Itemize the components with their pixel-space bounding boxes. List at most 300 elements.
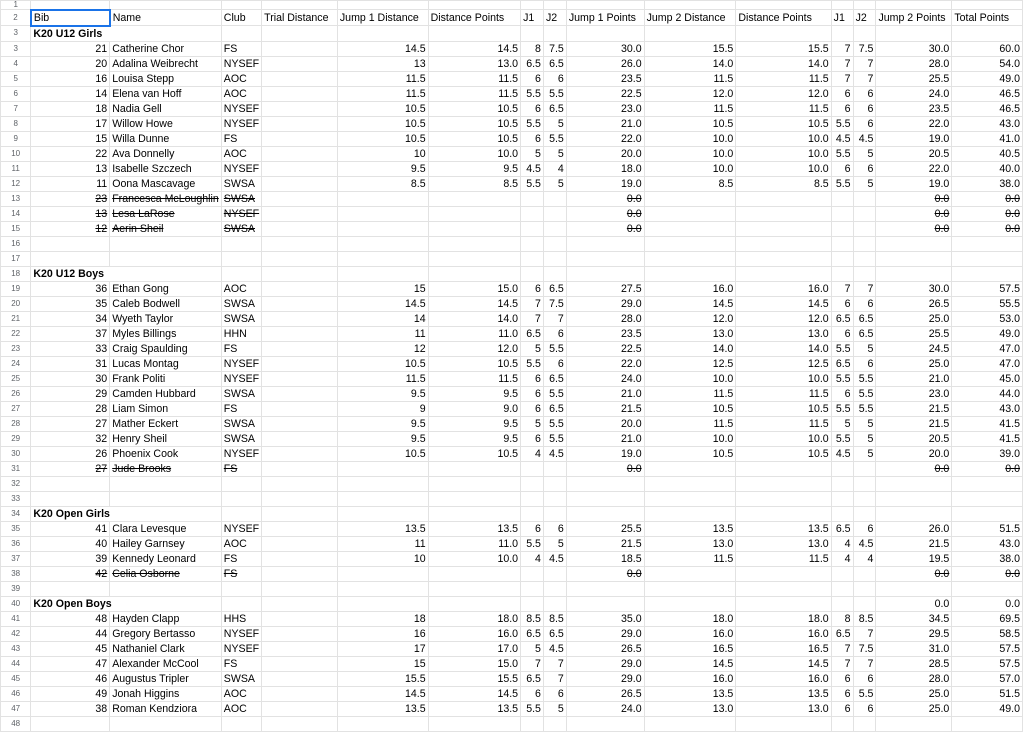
table-cell[interactable]: 13.5 — [736, 521, 831, 536]
table-cell[interactable]: 6.5 — [831, 356, 853, 371]
table-cell[interactable] — [262, 431, 338, 446]
table-cell[interactable]: 0.0 — [566, 206, 644, 221]
table-cell[interactable]: 28.0 — [876, 671, 952, 686]
table-cell[interactable] — [831, 596, 853, 611]
table-cell[interactable]: 6.5 — [543, 401, 566, 416]
table-cell[interactable] — [644, 26, 736, 42]
table-cell[interactable]: Craig Spaulding — [110, 341, 222, 356]
table-cell[interactable] — [521, 596, 544, 611]
table-cell[interactable]: 13.0 — [428, 56, 520, 71]
table-cell[interactable]: 27 — [31, 416, 110, 431]
table-cell[interactable]: NYSEF — [221, 521, 261, 536]
table-cell[interactable]: 8 — [521, 41, 544, 56]
table-cell[interactable]: 14.0 — [644, 56, 736, 71]
table-cell[interactable]: AOC — [221, 701, 261, 716]
table-cell[interactable]: 10.0 — [736, 161, 831, 176]
table-cell[interactable]: 24.0 — [566, 701, 644, 716]
table-cell[interactable]: 6.5 — [543, 626, 566, 641]
table-cell[interactable] — [543, 506, 566, 521]
table-cell[interactable] — [337, 206, 428, 221]
table-cell[interactable]: 26.5 — [876, 296, 952, 311]
table-cell[interactable]: 8 — [831, 611, 853, 626]
table-cell[interactable]: Mather Eckert — [110, 416, 222, 431]
table-cell[interactable]: 5.5 — [543, 416, 566, 431]
table-cell[interactable]: 8.5 — [428, 176, 520, 191]
table-cell[interactable] — [262, 416, 338, 431]
table-cell[interactable]: 25.0 — [876, 311, 952, 326]
table-cell[interactable] — [262, 461, 338, 476]
table-cell[interactable]: 21.0 — [876, 371, 952, 386]
row-number[interactable]: 39 — [1, 581, 31, 596]
table-cell[interactable]: Catherine Chor — [110, 41, 222, 56]
table-cell[interactable]: 29.5 — [876, 626, 952, 641]
table-cell[interactable] — [262, 626, 338, 641]
row-number[interactable]: 31 — [1, 461, 31, 476]
table-cell[interactable]: 22.5 — [566, 86, 644, 101]
table-cell[interactable]: 51.5 — [952, 686, 1023, 701]
column-header[interactable]: Bib — [31, 10, 110, 26]
table-cell[interactable]: 5 — [521, 641, 544, 656]
table-cell[interactable] — [31, 236, 110, 251]
table-cell[interactable]: 6 — [543, 71, 566, 86]
table-cell[interactable] — [428, 1, 520, 10]
table-cell[interactable]: 0.0 — [876, 566, 952, 581]
table-cell[interactable]: 10.5 — [644, 401, 736, 416]
table-cell[interactable]: 25.5 — [876, 326, 952, 341]
table-cell[interactable]: 14.5 — [644, 656, 736, 671]
table-cell[interactable]: 30.0 — [876, 281, 952, 296]
table-cell[interactable]: AOC — [221, 86, 261, 101]
table-cell[interactable] — [262, 251, 338, 266]
table-cell[interactable]: 51.5 — [952, 521, 1023, 536]
table-cell[interactable] — [521, 506, 544, 521]
table-cell[interactable]: 12.0 — [644, 311, 736, 326]
table-cell[interactable]: 5.5 — [831, 176, 853, 191]
row-number[interactable]: 2 — [1, 10, 31, 26]
table-cell[interactable]: 12.5 — [736, 356, 831, 371]
table-cell[interactable]: 14.5 — [736, 656, 831, 671]
table-cell[interactable]: 8.5 — [644, 176, 736, 191]
table-cell[interactable] — [262, 311, 338, 326]
table-cell[interactable]: Augustus Tripler — [110, 671, 222, 686]
table-cell[interactable]: 15.5 — [644, 41, 736, 56]
table-cell[interactable]: 11.5 — [337, 86, 428, 101]
table-cell[interactable] — [428, 581, 520, 596]
table-cell[interactable] — [853, 1, 876, 10]
table-cell[interactable] — [566, 236, 644, 251]
table-cell[interactable]: 57.5 — [952, 281, 1023, 296]
table-cell[interactable] — [831, 221, 853, 236]
table-cell[interactable]: 5.5 — [543, 386, 566, 401]
table-cell[interactable] — [337, 251, 428, 266]
table-cell[interactable] — [262, 506, 338, 521]
table-cell[interactable]: 8.5 — [853, 611, 876, 626]
table-cell[interactable] — [337, 191, 428, 206]
table-cell[interactable] — [521, 566, 544, 581]
table-cell[interactable]: Elena van Hoff — [110, 86, 222, 101]
table-cell[interactable]: 11.5 — [428, 371, 520, 386]
row-number[interactable]: 14 — [1, 206, 31, 221]
table-cell[interactable]: 6 — [521, 431, 544, 446]
table-cell[interactable]: 6 — [543, 356, 566, 371]
table-cell[interactable]: 13.0 — [644, 326, 736, 341]
table-cell[interactable]: 13.5 — [337, 521, 428, 536]
table-cell[interactable]: Henry Sheil — [110, 431, 222, 446]
table-cell[interactable] — [262, 341, 338, 356]
table-cell[interactable]: 20.0 — [566, 416, 644, 431]
table-cell[interactable]: 21.5 — [566, 401, 644, 416]
table-cell[interactable]: 10.0 — [644, 431, 736, 446]
table-cell[interactable]: Willow Howe — [110, 116, 222, 131]
table-cell[interactable]: 0.0 — [952, 461, 1023, 476]
table-cell[interactable] — [262, 101, 338, 116]
table-cell[interactable]: NYSEF — [221, 641, 261, 656]
table-cell[interactable] — [428, 236, 520, 251]
table-cell[interactable]: 16.0 — [644, 281, 736, 296]
table-cell[interactable]: 33 — [31, 341, 110, 356]
table-cell[interactable]: Caleb Bodwell — [110, 296, 222, 311]
table-cell[interactable]: 19.0 — [566, 446, 644, 461]
table-cell[interactable]: 23.5 — [566, 326, 644, 341]
table-cell[interactable]: 5.5 — [521, 536, 544, 551]
table-cell[interactable]: 7 — [853, 626, 876, 641]
table-cell[interactable]: 6 — [853, 356, 876, 371]
table-cell[interactable] — [736, 491, 831, 506]
table-cell[interactable]: 6 — [521, 386, 544, 401]
row-number[interactable]: 13 — [1, 191, 31, 206]
row-number[interactable]: 38 — [1, 566, 31, 581]
table-cell[interactable]: Kennedy Leonard — [110, 551, 222, 566]
table-cell[interactable] — [566, 476, 644, 491]
table-cell[interactable]: 5.5 — [543, 341, 566, 356]
table-cell[interactable] — [853, 716, 876, 731]
table-cell[interactable]: 13.0 — [736, 536, 831, 551]
table-cell[interactable] — [644, 266, 736, 281]
row-number[interactable]: 15 — [1, 221, 31, 236]
table-cell[interactable]: 28.0 — [566, 311, 644, 326]
table-cell[interactable]: 11.5 — [337, 371, 428, 386]
table-cell[interactable]: 7.5 — [543, 296, 566, 311]
table-cell[interactable]: NYSEF — [221, 626, 261, 641]
row-number[interactable]: 34 — [1, 506, 31, 521]
table-cell[interactable] — [262, 401, 338, 416]
table-cell[interactable]: 13.0 — [736, 326, 831, 341]
table-cell[interactable]: 42 — [31, 566, 110, 581]
table-cell[interactable] — [262, 146, 338, 161]
table-cell[interactable]: 11.5 — [428, 71, 520, 86]
table-cell[interactable]: 57.0 — [952, 671, 1023, 686]
table-cell[interactable]: FS — [221, 656, 261, 671]
table-cell[interactable]: Ethan Gong — [110, 281, 222, 296]
table-cell[interactable]: Hailey Garnsey — [110, 536, 222, 551]
table-cell[interactable]: 6 — [853, 116, 876, 131]
table-cell[interactable]: 5.5 — [521, 356, 544, 371]
table-cell[interactable]: Louisa Stepp — [110, 71, 222, 86]
table-cell[interactable] — [853, 206, 876, 221]
table-cell[interactable] — [853, 581, 876, 596]
table-cell[interactable] — [521, 461, 544, 476]
table-cell[interactable] — [876, 491, 952, 506]
table-cell[interactable]: 4.5 — [521, 161, 544, 176]
table-cell[interactable] — [853, 461, 876, 476]
table-cell[interactable]: 46.5 — [952, 101, 1023, 116]
table-cell[interactable]: 10.0 — [736, 431, 831, 446]
table-cell[interactable]: SWSA — [221, 176, 261, 191]
table-cell[interactable] — [831, 566, 853, 581]
table-cell[interactable] — [521, 26, 544, 42]
table-cell[interactable] — [543, 476, 566, 491]
table-cell[interactable]: 14.5 — [644, 296, 736, 311]
table-cell[interactable]: 16.0 — [644, 671, 736, 686]
table-cell[interactable]: 26.0 — [876, 521, 952, 536]
table-cell[interactable]: 6 — [521, 401, 544, 416]
table-cell[interactable]: 4 — [853, 551, 876, 566]
table-cell[interactable] — [337, 221, 428, 236]
table-cell[interactable]: Willa Dunne — [110, 131, 222, 146]
row-number[interactable]: 8 — [1, 116, 31, 131]
table-cell[interactable]: 6.5 — [831, 311, 853, 326]
table-cell[interactable]: 5.5 — [853, 386, 876, 401]
table-cell[interactable]: 17.0 — [428, 641, 520, 656]
table-cell[interactable] — [337, 716, 428, 731]
table-cell[interactable]: NYSEF — [221, 356, 261, 371]
table-cell[interactable]: 41.0 — [952, 131, 1023, 146]
table-cell[interactable]: Nadia Gell — [110, 101, 222, 116]
table-cell[interactable]: 21 — [31, 41, 110, 56]
table-cell[interactable]: 4.5 — [853, 536, 876, 551]
row-number[interactable]: 12 — [1, 176, 31, 191]
table-cell[interactable]: SWSA — [221, 671, 261, 686]
table-cell[interactable] — [736, 221, 831, 236]
table-cell[interactable]: 19.0 — [876, 131, 952, 146]
table-cell[interactable]: 5.5 — [521, 86, 544, 101]
table-cell[interactable] — [543, 566, 566, 581]
table-cell[interactable]: 21.5 — [876, 536, 952, 551]
table-cell[interactable]: 12.0 — [736, 311, 831, 326]
table-cell[interactable] — [543, 581, 566, 596]
table-cell[interactable] — [262, 131, 338, 146]
table-cell[interactable]: 17 — [337, 641, 428, 656]
table-cell[interactable]: 14.5 — [736, 296, 831, 311]
table-cell[interactable]: 0.0 — [566, 566, 644, 581]
table-cell[interactable]: 19.0 — [566, 176, 644, 191]
table-cell[interactable] — [110, 251, 222, 266]
table-cell[interactable] — [644, 566, 736, 581]
table-cell[interactable] — [566, 1, 644, 10]
table-cell[interactable]: 6.5 — [831, 521, 853, 536]
table-cell[interactable]: 9.0 — [428, 401, 520, 416]
table-cell[interactable]: 11.0 — [428, 536, 520, 551]
table-cell[interactable] — [736, 251, 831, 266]
table-cell[interactable] — [853, 476, 876, 491]
table-cell[interactable] — [876, 716, 952, 731]
row-number[interactable]: 46 — [1, 686, 31, 701]
table-cell[interactable] — [428, 476, 520, 491]
table-cell[interactable]: 15.0 — [428, 656, 520, 671]
table-cell[interactable]: 6 — [853, 161, 876, 176]
table-cell[interactable]: 10.5 — [736, 446, 831, 461]
table-cell[interactable]: 5 — [853, 446, 876, 461]
table-cell[interactable]: 8.5 — [543, 611, 566, 626]
table-cell[interactable]: 6 — [831, 161, 853, 176]
table-cell[interactable]: 49.0 — [952, 71, 1023, 86]
table-cell[interactable]: 12.0 — [644, 86, 736, 101]
table-cell[interactable] — [221, 596, 261, 611]
row-number[interactable]: 44 — [1, 656, 31, 671]
table-cell[interactable] — [221, 266, 261, 281]
table-cell[interactable]: 41.5 — [952, 431, 1023, 446]
table-cell[interactable]: 11.5 — [736, 71, 831, 86]
table-cell[interactable]: 48 — [31, 611, 110, 626]
table-cell[interactable]: 44.0 — [952, 386, 1023, 401]
table-cell[interactable]: 44 — [31, 626, 110, 641]
section-title[interactable]: K20 U12 Boys — [31, 266, 221, 281]
table-cell[interactable]: 8.5 — [521, 611, 544, 626]
table-cell[interactable]: 47.0 — [952, 341, 1023, 356]
table-cell[interactable] — [831, 1, 853, 10]
table-cell[interactable]: 7 — [831, 281, 853, 296]
table-cell[interactable] — [428, 491, 520, 506]
table-cell[interactable]: 0.0 — [952, 221, 1023, 236]
row-number[interactable]: 32 — [1, 476, 31, 491]
table-cell[interactable]: 11 — [31, 176, 110, 191]
table-cell[interactable]: 5.5 — [831, 116, 853, 131]
table-cell[interactable]: 22.5 — [566, 341, 644, 356]
table-cell[interactable]: 4.5 — [831, 131, 853, 146]
table-cell[interactable]: 9.5 — [337, 386, 428, 401]
table-cell[interactable] — [262, 686, 338, 701]
table-cell[interactable] — [31, 1, 110, 10]
table-cell[interactable] — [543, 461, 566, 476]
table-cell[interactable]: 5.5 — [831, 401, 853, 416]
table-cell[interactable] — [262, 326, 338, 341]
table-cell[interactable]: 17 — [31, 116, 110, 131]
table-cell[interactable]: 21.0 — [566, 431, 644, 446]
table-cell[interactable] — [262, 206, 338, 221]
table-cell[interactable]: 4.5 — [543, 551, 566, 566]
table-cell[interactable] — [110, 236, 222, 251]
table-cell[interactable]: 18 — [337, 611, 428, 626]
table-cell[interactable]: 29.0 — [566, 296, 644, 311]
table-cell[interactable] — [110, 476, 222, 491]
table-cell[interactable]: 13 — [31, 161, 110, 176]
table-cell[interactable] — [831, 491, 853, 506]
table-cell[interactable]: 18 — [31, 101, 110, 116]
table-cell[interactable]: 7 — [543, 671, 566, 686]
table-cell[interactable]: 12.0 — [736, 86, 831, 101]
table-cell[interactable] — [262, 656, 338, 671]
table-cell[interactable] — [644, 206, 736, 221]
table-cell[interactable] — [543, 596, 566, 611]
table-cell[interactable]: 11.5 — [644, 416, 736, 431]
table-cell[interactable]: NYSEF — [221, 101, 261, 116]
table-cell[interactable] — [952, 266, 1023, 281]
row-number[interactable]: 11 — [1, 161, 31, 176]
table-cell[interactable]: 0.0 — [876, 221, 952, 236]
table-cell[interactable]: 57.5 — [952, 656, 1023, 671]
table-cell[interactable]: 6.5 — [853, 311, 876, 326]
table-cell[interactable] — [428, 26, 520, 42]
table-cell[interactable]: 0.0 — [566, 221, 644, 236]
table-cell[interactable]: 6 — [543, 326, 566, 341]
table-cell[interactable] — [853, 266, 876, 281]
table-cell[interactable]: 27 — [31, 461, 110, 476]
table-cell[interactable]: 22.0 — [876, 116, 952, 131]
table-cell[interactable]: Oona Mascavage — [110, 176, 222, 191]
table-cell[interactable]: 46 — [31, 671, 110, 686]
table-cell[interactable] — [262, 641, 338, 656]
table-cell[interactable]: 40 — [31, 536, 110, 551]
table-cell[interactable]: 30 — [31, 371, 110, 386]
table-cell[interactable] — [262, 716, 338, 731]
table-cell[interactable] — [31, 251, 110, 266]
table-cell[interactable] — [521, 191, 544, 206]
table-cell[interactable] — [262, 356, 338, 371]
table-cell[interactable]: 60.0 — [952, 41, 1023, 56]
table-cell[interactable]: FS — [221, 461, 261, 476]
table-cell[interactable]: 14 — [31, 86, 110, 101]
table-cell[interactable]: Frank Politi — [110, 371, 222, 386]
table-cell[interactable] — [644, 506, 736, 521]
table-cell[interactable]: 15 — [337, 656, 428, 671]
column-header[interactable]: Club — [221, 10, 261, 26]
column-header[interactable]: J2 — [543, 10, 566, 26]
table-cell[interactable]: 20.5 — [876, 146, 952, 161]
table-cell[interactable] — [262, 371, 338, 386]
table-cell[interactable]: 29 — [31, 386, 110, 401]
table-cell[interactable]: 7 — [853, 656, 876, 671]
table-cell[interactable]: AOC — [221, 71, 261, 86]
table-cell[interactable]: 11 — [337, 326, 428, 341]
table-cell[interactable]: 5 — [521, 416, 544, 431]
table-cell[interactable]: 49.0 — [952, 326, 1023, 341]
table-cell[interactable]: 13.5 — [736, 686, 831, 701]
table-cell[interactable]: NYSEF — [221, 446, 261, 461]
table-cell[interactable] — [221, 251, 261, 266]
table-cell[interactable] — [736, 596, 831, 611]
table-cell[interactable] — [337, 491, 428, 506]
table-cell[interactable]: FS — [221, 131, 261, 146]
table-cell[interactable]: 12 — [31, 221, 110, 236]
table-cell[interactable] — [543, 251, 566, 266]
row-number[interactable]: 17 — [1, 251, 31, 266]
table-cell[interactable]: 29.0 — [566, 626, 644, 641]
table-cell[interactable]: 26.5 — [566, 641, 644, 656]
table-cell[interactable] — [521, 236, 544, 251]
table-cell[interactable] — [952, 476, 1023, 491]
table-cell[interactable]: SWSA — [221, 191, 261, 206]
row-number[interactable]: 48 — [1, 716, 31, 731]
table-cell[interactable]: 4 — [521, 446, 544, 461]
table-cell[interactable]: 20.0 — [566, 146, 644, 161]
table-cell[interactable]: 6 — [853, 701, 876, 716]
table-cell[interactable]: 23 — [31, 191, 110, 206]
table-cell[interactable]: 22.0 — [876, 161, 952, 176]
table-cell[interactable] — [262, 1, 338, 10]
table-cell[interactable]: 14.0 — [736, 56, 831, 71]
table-cell[interactable] — [831, 251, 853, 266]
table-cell[interactable]: 8.5 — [337, 176, 428, 191]
table-cell[interactable]: 6 — [853, 671, 876, 686]
table-cell[interactable]: 54.0 — [952, 56, 1023, 71]
table-cell[interactable] — [262, 476, 338, 491]
table-cell[interactable]: Phoenix Cook — [110, 446, 222, 461]
row-number[interactable]: 22 — [1, 326, 31, 341]
table-cell[interactable]: 5.5 — [831, 341, 853, 356]
row-number[interactable]: 28 — [1, 416, 31, 431]
table-cell[interactable]: 20.0 — [876, 446, 952, 461]
table-cell[interactable] — [644, 191, 736, 206]
